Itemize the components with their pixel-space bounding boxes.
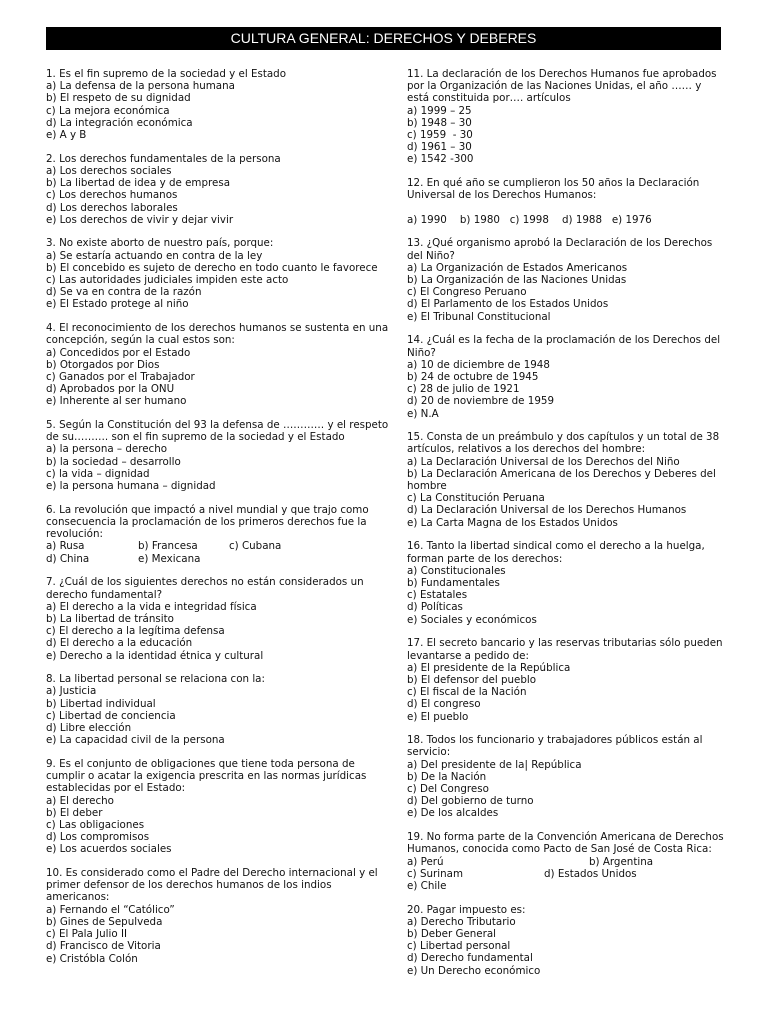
- question-text: 20. Pagar impuesto es:: [407, 903, 526, 916]
- option-b: b) Libertad individual: [46, 697, 156, 710]
- question-text: 10. Es considerado como el Padre del Derecho internacional y el primer defensor de los derechos humanos de los indios americanos:: [46, 867, 378, 904]
- question-text: 15. Consta de un preámbulo y dos capítulos y un total de 38 artículos, relativos a los derechos del hombre:: [407, 431, 720, 456]
- option-e: e) El Estado protege al niño: [46, 298, 189, 311]
- option-a: a) la persona – derecho: [46, 443, 168, 456]
- option-c: c) Libertad de conciencia: [46, 709, 176, 722]
- question-text: 13. ¿Qué organismo aprobó la Declaración de los Derechos del Niño?: [407, 237, 713, 262]
- question-text: 18. Todos los funcionario y trabajadores públicos están al servicio:: [407, 734, 703, 759]
- options-row: [407, 868, 725, 880]
- option-b: b) La libertad de idea y de empresa: [46, 177, 231, 190]
- option-a: a) La defensa de la persona humana: [46, 80, 235, 93]
- option-d: d) El derecho a la educación: [46, 637, 193, 650]
- question-text: 6. La revolución que impactó a nivel mundial y que trajo como consecuencia la proclamación de los primeros derechos fue la revolución:: [46, 503, 369, 541]
- option-a: a) El derecho a la vida e integridad física: [46, 600, 257, 613]
- option-c: c) La mejora económica: [46, 104, 170, 117]
- option-c: c) Del Congreso: [407, 783, 489, 796]
- option-e: e) A y B: [46, 129, 87, 142]
- question-19: [407, 831, 725, 892]
- question-text: 14. ¿Cuál es la fecha de la proclamación de los Derechos del Niño?: [407, 334, 721, 359]
- option-b: b) Fundamentales: [407, 577, 500, 589]
- question-text: 9. Es el conjunto de obligaciones que tiene toda persona de cumplir o acatar la exigencia prescrita en las normas jurídicas establecidas por el Estado:: [46, 757, 367, 795]
- option-b: b) El defensor del pueblo: [407, 673, 537, 686]
- option-c: c) El fiscal de la Nación: [407, 686, 527, 699]
- option-b: b) La libertad de tránsito: [46, 612, 174, 625]
- option-a: a) Concedidos por el Estado: [46, 346, 191, 359]
- option-c: c) El derecho a la legítima defensa: [46, 625, 225, 638]
- question-11: [407, 68, 725, 166]
- option-e: e) Cristóbla Colón: [46, 952, 138, 965]
- option-d: d) Los compromisos: [46, 831, 150, 844]
- options-row: [46, 553, 396, 565]
- question-1: [46, 68, 396, 141]
- option-b: b) La Declaración Americana de los Derechos y Deberes del hombre: [407, 467, 716, 493]
- option-b: b) Otorgados por Dios: [46, 358, 160, 371]
- left-column: [46, 68, 396, 976]
- question-text: 11. La declaración de los Derechos Humanos fue aprobados por la Organización de las Naciones Unidas, el año …… y está constituida por…. artículos: [407, 68, 717, 105]
- option-a: a) Perú: [407, 855, 444, 868]
- option-e: e) la persona humana – dignidad: [46, 480, 216, 493]
- option-c: c) Los derechos humanos: [46, 189, 178, 202]
- option-e: e) Chile: [407, 879, 447, 892]
- option-a: a) La Declaración Universal de los Derechos del Niño: [407, 455, 680, 468]
- option-d: d) El Parlamento de los Estados Unidos: [407, 298, 609, 311]
- option-e: e) Inherente al ser humano: [46, 395, 187, 408]
- option-c: c) El Congreso Peruano: [407, 286, 527, 299]
- question-13: [407, 237, 725, 322]
- question-4: [46, 322, 396, 407]
- option-c: c) Las autoridades judiciales impiden este acto: [46, 274, 289, 287]
- option-e: e) El pueblo: [407, 710, 469, 723]
- option-c: c) El Pala Julio II: [46, 928, 128, 941]
- option-e: e) Los derechos de vivir y dejar vivir: [46, 213, 234, 226]
- options-inline: a) 1990 b) 1980 c) 1998 d) 1988 e) 1976: [407, 213, 652, 226]
- option-b: b) Deber General: [407, 928, 497, 941]
- question-text: 16. Tanto la libertad sindical como el derecho a la huelga, forman parte de los derechos:: [407, 540, 705, 565]
- option-e: e) La capacidad civil de la persona: [46, 734, 225, 747]
- question-text: 17. El secreto bancario y las reservas tributarias sólo pueden levantarse a pedido de:: [407, 637, 723, 662]
- option-a: a) Derecho Tributario: [407, 915, 516, 928]
- question-text: 3. No existe aborto de nuestro país, porque:: [46, 237, 274, 250]
- option-b: b) De la Nación: [407, 770, 487, 783]
- question-text: 1. Es el fin supremo de la sociedad y el Estado: [46, 68, 287, 80]
- option-d: d) 20 de noviembre de 1959: [407, 395, 554, 408]
- question-7: [46, 576, 396, 661]
- option-d: d) 1961 – 30: [407, 141, 472, 154]
- option-c: c) la vida – dignidad: [46, 467, 150, 480]
- option-d: d) La Declaración Universal de los Derechos Humanos: [407, 504, 687, 517]
- option-d: d) Políticas: [407, 601, 463, 614]
- right-column: [407, 68, 725, 988]
- option-e: e) N.A: [407, 407, 439, 420]
- option-d: d) Del gobierno de turno: [407, 795, 534, 808]
- question-8: [46, 673, 396, 746]
- option-d: d) Los derechos laborales: [46, 201, 178, 214]
- option-e: e) Los acuerdos sociales: [46, 843, 172, 856]
- option-b: b) 1948 – 30: [407, 116, 472, 129]
- question-18: [407, 734, 725, 819]
- question-text: 2. Los derechos fundamentales de la persona: [46, 152, 281, 165]
- option-b: b) 24 de octubre de 1945: [407, 370, 539, 383]
- option-c: c) Las obligaciones: [46, 818, 145, 831]
- option-e: e) Un Derecho económico: [407, 964, 541, 977]
- option-d: d) Francisco de Vitoria: [46, 940, 161, 953]
- option-a: a) Constitucionales: [407, 564, 506, 577]
- option-d: d) Se va en contra de la razón: [46, 286, 202, 299]
- option-e: e) La Carta Magna de los Estados Unidos: [407, 516, 618, 529]
- question-16: [407, 540, 725, 625]
- option-b: b) El concebido es sujeto de derecho en todo cuanto le favorece: [46, 261, 378, 274]
- option-a: a) 1999 – 25: [407, 104, 472, 117]
- option-b: b) Gines de Sepulveda: [46, 915, 163, 928]
- option-a: a) Del presidente de la| República: [407, 758, 582, 771]
- option-a: a) La Organización de Estados Americanos: [407, 261, 628, 274]
- option-a: a) 10 de diciembre de 1948: [407, 358, 550, 371]
- option-d: d) Estados Unidos: [544, 867, 637, 880]
- option-b: b) Argentina: [589, 855, 654, 868]
- question-2: [46, 153, 396, 226]
- question-text: 5. Según la Constitución del 93 la defensa de ………… y el respeto de su………. son el fin supremo de la sociedad y el Estado: [46, 419, 389, 444]
- option-c: c) 28 de julio de 1921: [407, 383, 520, 396]
- option-d: d) China: [46, 552, 90, 565]
- question-15: [407, 431, 725, 529]
- option-e: e) De los alcaldes: [407, 807, 499, 820]
- page-title: CULTURA GENERAL: DERECHOS Y DEBERES: [46, 27, 721, 50]
- option-b: b) La Organización de las Naciones Unidas: [407, 274, 627, 287]
- question-text: 8. La libertad personal se relaciona con la:: [46, 673, 265, 686]
- question-3: [46, 237, 396, 310]
- options-row: [407, 856, 725, 868]
- question-text: 7. ¿Cuál de los siguientes derechos no están considerados un derecho fundamental?: [46, 576, 364, 601]
- option-a: a) Se estaría actuando en contra de la ley: [46, 249, 263, 262]
- option-b: b) El respeto de su dignidad: [46, 92, 191, 105]
- option-b: b) Francesa: [138, 540, 198, 553]
- option-d: d) La integración económica: [46, 116, 193, 129]
- option-c: c) Ganados por el Trabajador: [46, 370, 195, 383]
- option-a: a) El presidente de la República: [407, 661, 571, 674]
- question-text: 4. El reconocimiento de los derechos humanos se sustenta en una concepción, según la cual estos son:: [46, 322, 389, 347]
- question-12: [407, 177, 725, 226]
- option-c: c) Estatales: [407, 589, 468, 602]
- option-c: c) Surinam: [407, 867, 463, 880]
- option-d: d) El congreso: [407, 698, 481, 711]
- options-row: [46, 540, 396, 552]
- option-a: a) El derecho: [46, 794, 114, 807]
- option-c: c) 1959 - 30: [407, 129, 473, 142]
- question-5: [46, 419, 396, 492]
- option-d: d) Libre elección: [46, 722, 132, 735]
- option-c: c) Libertad personal: [407, 940, 511, 953]
- option-e: e) El Tribunal Constitucional: [407, 310, 551, 323]
- question-10: [46, 867, 396, 965]
- question-14: [407, 334, 725, 419]
- option-a: a) Rusa: [46, 540, 85, 553]
- option-c: c) La Constitución Peruana: [407, 492, 545, 505]
- option-a: a) Justicia: [46, 685, 97, 698]
- option-d: d) Aprobados por la ONU: [46, 383, 175, 396]
- question-20: [407, 904, 725, 977]
- option-e: e) Derecho a la identidad étnica y cultural: [46, 649, 264, 662]
- question-17: [407, 637, 725, 722]
- option-c: c) Cubana: [229, 540, 282, 553]
- option-b: b) la sociedad – desarrollo: [46, 455, 181, 468]
- option-a: a) Fernando el “Católico”: [46, 903, 175, 916]
- question-text: 12. En qué año se cumplieron los 50 años la Declaración Universal de los Derechos Humanos:: [407, 177, 700, 202]
- question-6: [46, 504, 396, 565]
- option-a: a) Los derechos sociales: [46, 164, 172, 177]
- option-e: e) Sociales y económicos: [407, 613, 537, 626]
- option-e: e) 1542 -300: [407, 153, 474, 166]
- question-text: 19. No forma parte de la Convención Americana de Derechos Humanos, conocida como Pacto de San José de Costa Rica:: [407, 831, 724, 856]
- question-9: [46, 758, 396, 856]
- option-e: e) Mexicana: [138, 552, 201, 565]
- option-b: b) El deber: [46, 806, 103, 819]
- option-d: d) Derecho fundamental: [407, 952, 533, 965]
